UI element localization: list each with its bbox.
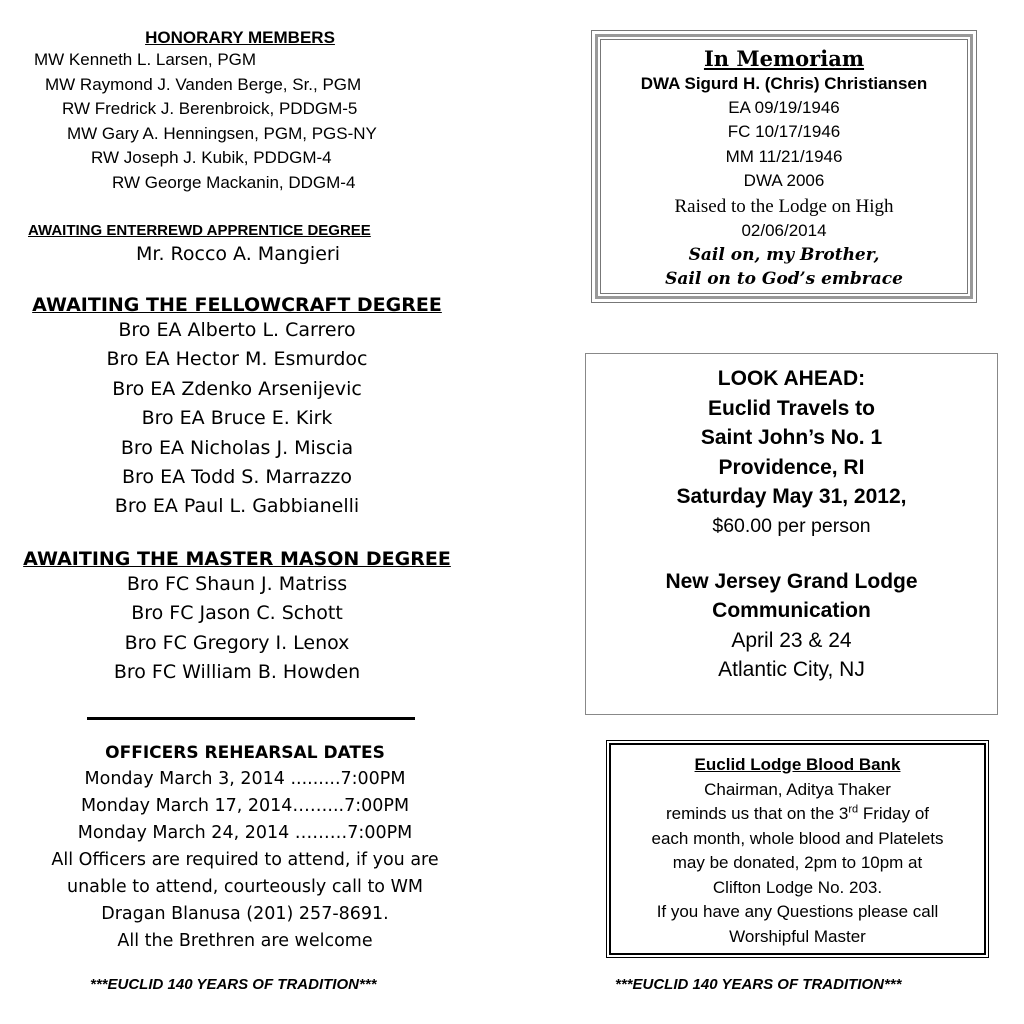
memoriam-name: DWA Sigurd H. (Chris) Christiansen	[640, 74, 928, 93]
rehearsal-note: All the Brethren are welcome	[117, 931, 373, 951]
candidate-name: Bro EA Hector M. Esmurdoc	[106, 348, 368, 371]
officers-rehearsal-section	[20, 740, 470, 955]
look-ahead-price: $60.00 per person	[712, 514, 871, 537]
awaiting-mm-title: AWAITING THE MASTER MASON DEGREE	[23, 548, 451, 570]
blood-bank-line: Clifton Lodge No. 203.	[712, 877, 883, 897]
candidate-name: Bro EA Bruce E. Kirk	[141, 407, 333, 430]
honorary-members-section	[20, 28, 460, 196]
honorary-member: MW Raymond J. Vanden Berge, Sr., PGM	[45, 74, 362, 94]
blood-bank-title: Euclid Lodge Blood Bank	[694, 755, 901, 774]
look-ahead-line: Euclid Travels to	[708, 396, 875, 420]
blood-bank-line: Worshipful Master	[729, 926, 866, 946]
memoriam-raised: Raised to the Lodge on High	[674, 195, 894, 217]
blood-bank-box	[606, 740, 989, 958]
awaiting-ea-section	[28, 222, 448, 269]
event-title: Communication	[712, 599, 871, 622]
rehearsal-note: unable to attend, courteously call to WM	[67, 877, 423, 897]
candidate-name: Bro FC Jason C. Schott	[131, 602, 343, 625]
in-memoriam-box	[591, 30, 977, 303]
blood-bank-line: each month, whole blood and Platelets	[651, 828, 944, 848]
candidate-name: Mr. Rocco A. Mangieri	[135, 243, 340, 265]
candidate-name: Bro EA Zdenko Arsenijevic	[112, 377, 362, 400]
look-ahead-line: Saint John’s No. 1	[700, 426, 883, 449]
candidate-name: Bro EA Nicholas J. Miscia	[120, 436, 354, 459]
candidate-name: Bro FC Gregory I. Lenox	[124, 631, 350, 654]
look-ahead-line: Providence, RI	[718, 455, 865, 479]
rehearsal-note: All Officers are required to attend, if you are	[51, 850, 439, 870]
footer-tradition-right: ***EUCLID 140 YEARS OF TRADITION***	[615, 976, 902, 993]
awaiting-ea-title: AWAITING ENTERREWD APPRENTICE DEGREE	[28, 222, 371, 239]
memoriam-raised-date: 02/06/2014	[741, 220, 827, 240]
event-dates: April 23 & 24	[731, 628, 852, 652]
candidate-name: Bro FC William B. Howden	[113, 661, 361, 684]
blood-bank-line: may be donated, 2pm to 10pm at	[672, 853, 923, 872]
candidate-name: Bro EA Todd S. Marrazzo	[122, 466, 352, 489]
look-ahead-heading: LOOK AHEAD:	[717, 367, 866, 390]
memoriam-date: DWA 2006	[743, 171, 825, 191]
candidate-name: Bro EA Paul L. Gabbianelli	[114, 495, 360, 518]
blood-bank-reminder: reminds us that on the 3rd Friday of	[665, 803, 930, 823]
awaiting-mm-section	[17, 548, 457, 688]
memoriam-date: MM 11/21/1946	[725, 146, 843, 166]
honorary-members-title: HONORARY MEMBERS	[145, 28, 335, 47]
memoriam-sail-line: Sail on, my Brother,	[688, 245, 880, 266]
rehearsal-date: Monday March 3, 2014 .........7:00PM	[84, 769, 406, 789]
section-divider	[87, 717, 415, 720]
honorary-member: RW Fredrick J. Berenbroick, PDDGM-5	[62, 99, 358, 119]
honorary-member: MW Kenneth L. Larsen, PGM	[34, 50, 257, 69]
blood-bank-chairman: Chairman, Aditya Thaker	[704, 779, 891, 799]
candidate-name: Bro FC Shaun J. Matriss	[126, 573, 348, 595]
memoriam-date: EA 09/19/1946	[728, 98, 840, 117]
rehearsal-date: Monday March 24, 2014 ………7:00PM	[77, 823, 413, 843]
rehearsal-title: OFFICERS REHEARSAL DATES	[105, 743, 385, 763]
rehearsal-date: Monday March 17, 2014……...7:00PM	[80, 796, 410, 816]
event-place: Atlantic City, NJ	[718, 658, 865, 681]
look-ahead-line: Saturday May 31, 2012,	[676, 485, 907, 508]
memoriam-title: In Memoriam	[703, 46, 865, 71]
memoriam-date: FC 10/17/1946	[727, 122, 841, 142]
blood-bank-line: If you have any Questions please call	[656, 902, 939, 921]
awaiting-fc-section	[17, 294, 457, 522]
look-ahead-box	[585, 353, 998, 715]
honorary-member: MW Gary A. Henningsen, PGM, PGS-NY	[67, 123, 377, 143]
event-title: New Jersey Grand Lodge	[665, 569, 918, 593]
footer-tradition-left: ***EUCLID 140 YEARS OF TRADITION***	[90, 976, 377, 993]
honorary-member: RW Joseph J. Kubik, PDDGM-4	[91, 148, 332, 168]
honorary-member: RW George Mackanin, DDGM-4	[112, 172, 356, 192]
awaiting-fc-title: AWAITING THE FELLOWCRAFT DEGREE	[32, 294, 442, 316]
memoriam-sail-line: Sail on to God’s embrace	[665, 269, 903, 290]
candidate-name: Bro EA Alberto L. Carrero	[118, 319, 356, 341]
rehearsal-note: Dragan Blanusa (201) 257-8691.	[101, 904, 389, 924]
